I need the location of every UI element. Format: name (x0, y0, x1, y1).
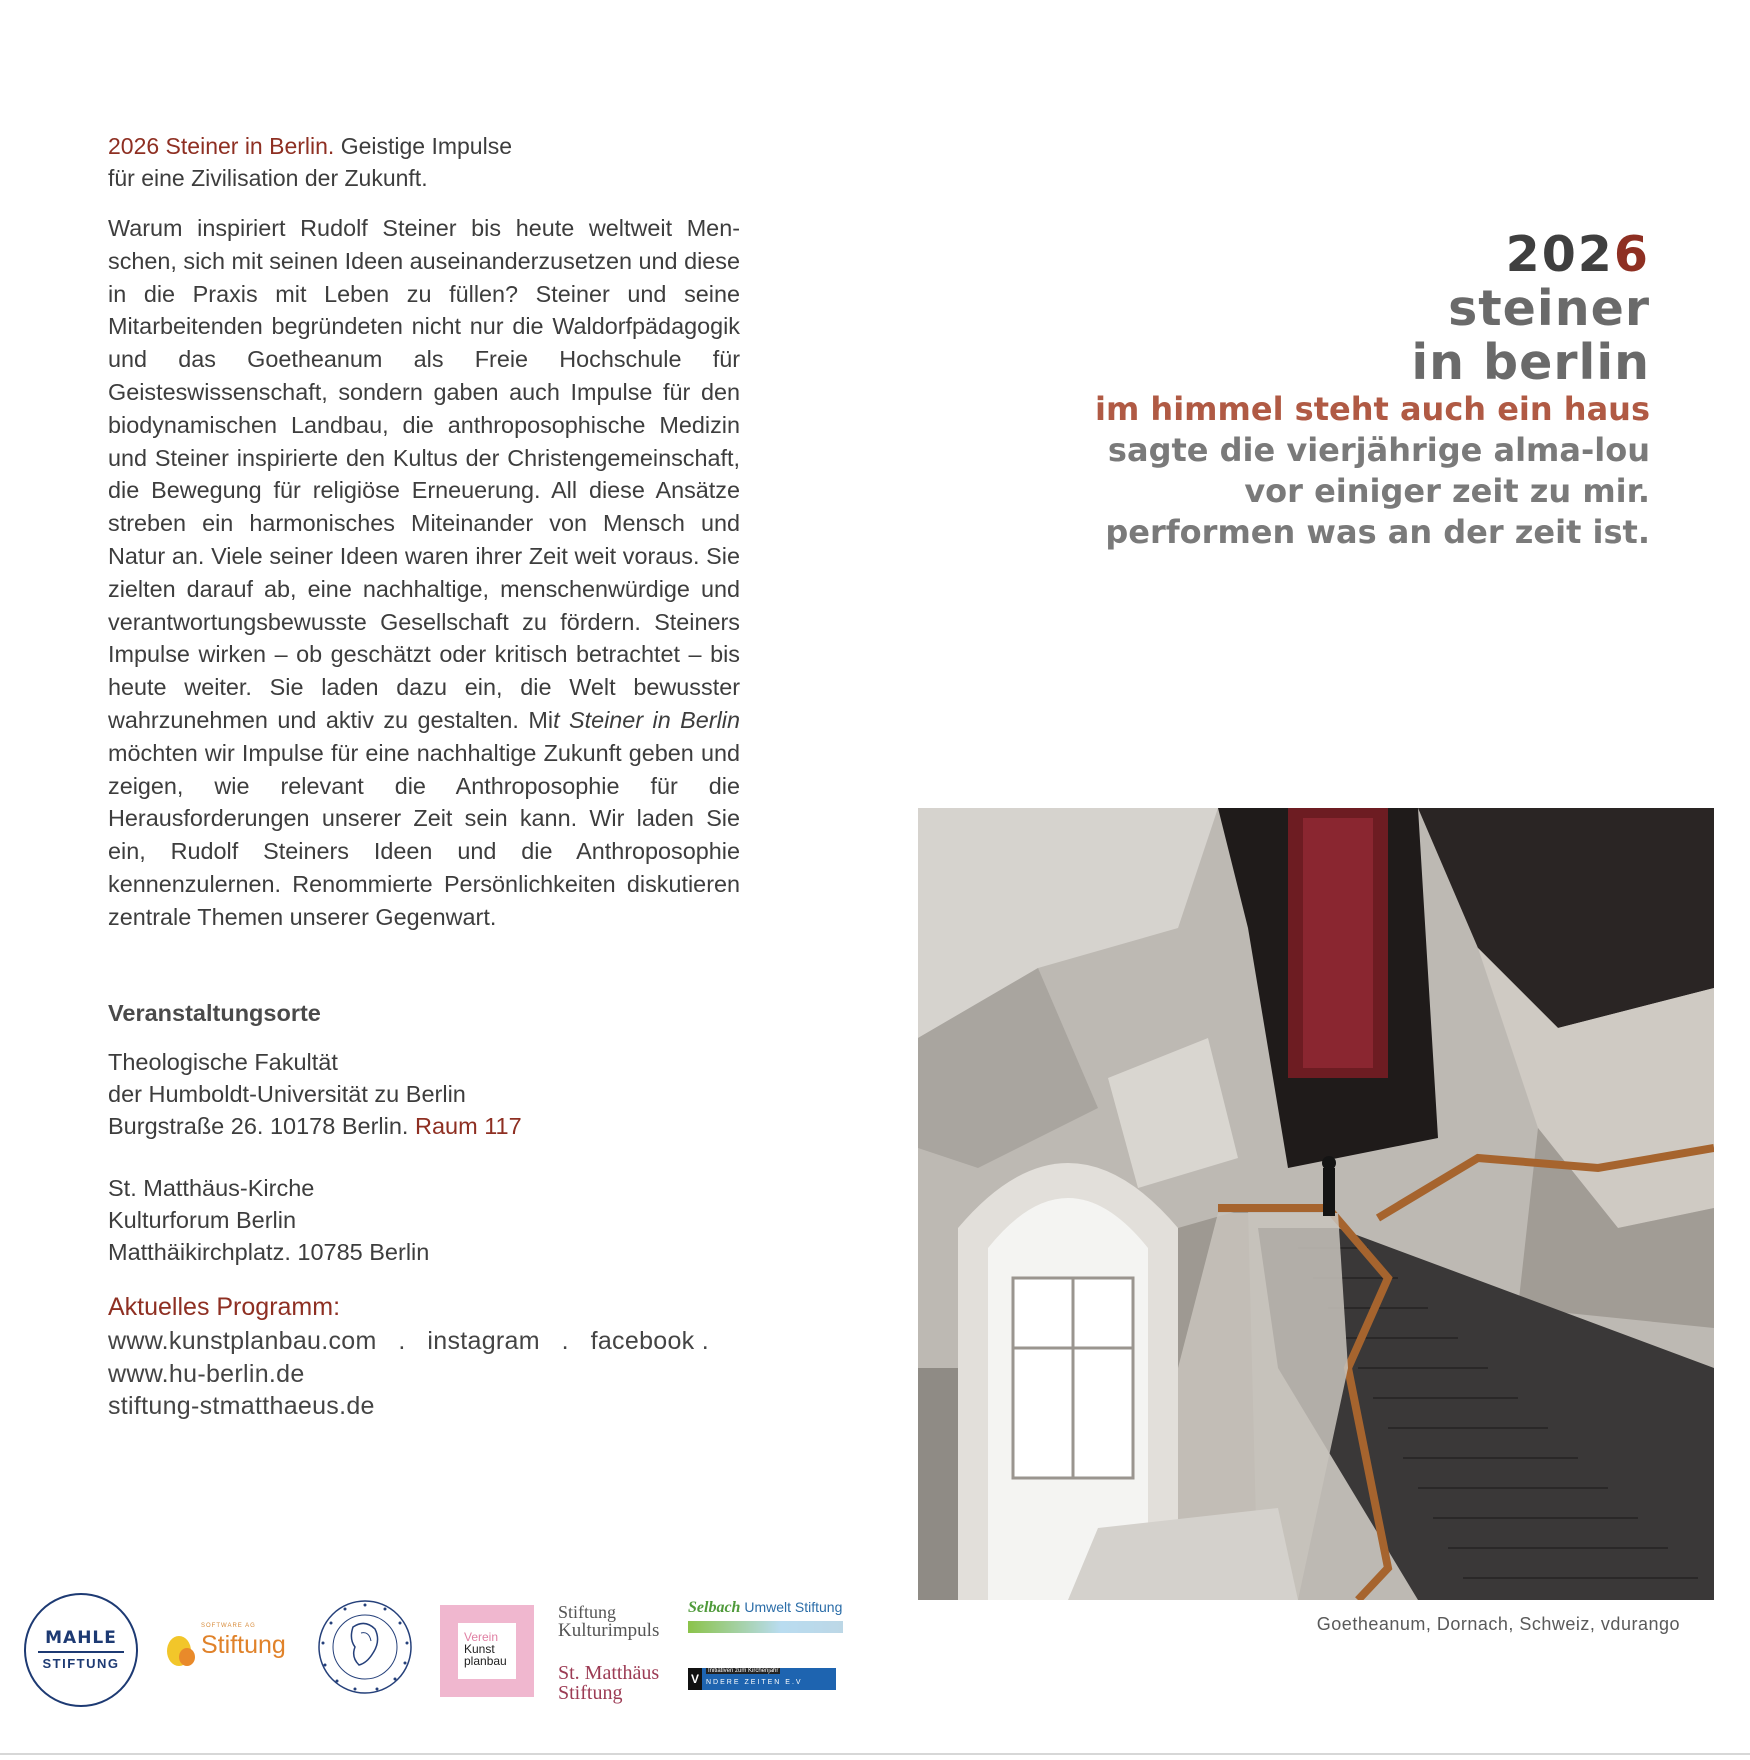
selbach-logo-rest: Umwelt Stiftung (740, 1599, 843, 1615)
body-paragraph (108, 212, 740, 934)
link-instagram[interactable]: instagram (427, 1327, 540, 1355)
title-year (1411, 228, 1650, 282)
selbach-logo-name: Selbach (688, 1599, 741, 1616)
link-kunstplanbau[interactable]: www.kunstplanbau.com (108, 1327, 377, 1355)
venue-theology (108, 1046, 522, 1142)
venue-room: Raum 117 (414, 1113, 522, 1139)
mahle-logo-bottom: STIFTUNG (42, 1656, 120, 1671)
body-text (108, 212, 740, 934)
kunstplanbau-logo-text (458, 1623, 516, 1679)
title-year-main: 202 (1505, 226, 1614, 283)
link-stmatthaeus[interactable]: stiftung-stmatthaeus.de (108, 1392, 375, 1420)
program-heading: Aktuelles Programm: (108, 1293, 341, 1321)
venue-theology-line2: der Humboldt-Universität zu Berlin (108, 1081, 466, 1107)
subtitle-accent: im himmel steht auch ein haus (1094, 390, 1650, 428)
subtitle-block (1095, 388, 1650, 553)
kp-line2: Kunst (464, 1642, 495, 1656)
intro (108, 130, 668, 194)
selbach-umwelt-stiftung-logo (688, 1599, 843, 1633)
humboldt-seal-icon (315, 1597, 415, 1697)
body-italic: t Steiner in Berlin (553, 706, 740, 733)
link-separator: . (398, 1327, 406, 1355)
az-logo-top: Initiativen zum Kirchenjahr (708, 1668, 779, 1674)
sm-line2: Stiftung (558, 1682, 623, 1704)
mahle-logo-top: MAHLE (45, 1628, 117, 1648)
intro-title: 2026 Steiner in Berlin. (108, 133, 335, 159)
link-hu-berlin[interactable]: www.hu-berlin.de (108, 1359, 305, 1388)
title-year-last: 6 (1613, 226, 1650, 283)
az-logo-bottom: NDERE ZEITEN E.V (706, 1679, 803, 1686)
title-steiner: steiner (1448, 280, 1650, 337)
bean-icon (165, 1633, 199, 1669)
title-in-berlin: in berlin (1411, 334, 1650, 391)
az-logo-v: V (688, 1668, 702, 1690)
body-part2: möchten wir Impulse für eine nachhaltige Zukunft geben und zeigen, wie relevant die Anthroposophie für die Herausforderungen unserer Zeit sein kann. Wir laden Sie ein, Rudolf Steiners Ideen und die Anthroposophie kennenzulernen. Renommierte Persönlichkeiten diskutieren zentrale Themen unserer Gegenwart. (108, 739, 740, 930)
sag-logo-big: Stiftung (201, 1631, 286, 1659)
intro-line2: für eine Zivilisation der Zukunft. (108, 165, 428, 191)
kp-line1: Verein (464, 1630, 499, 1644)
sm-line1: St. Matthäus (558, 1662, 660, 1684)
mahle-logo-divider (38, 1651, 124, 1653)
venues-heading: Veranstaltungsorte (108, 1000, 321, 1026)
photo-caption: Goetheanum, Dornach, Schweiz, vdurango (1316, 1614, 1680, 1634)
kp-line3: planbau (464, 1654, 507, 1668)
stiftung-kulturimpuls-logo (558, 1603, 659, 1641)
venue-theology-line3: Burgstraße 26. 10178 Berlin. (108, 1113, 409, 1139)
sponsor-logos (0, 1585, 1750, 1715)
mahle-stiftung-logo (24, 1593, 138, 1707)
title-block (1411, 228, 1650, 390)
goetheanum-photo (918, 808, 1714, 1600)
subtitle-line1: sagte die vierjährige alma-lou (1107, 431, 1650, 469)
link-facebook[interactable]: facebook (590, 1327, 695, 1355)
venue-church-line2: Kulturforum Berlin (108, 1207, 297, 1233)
venue-theology-line1: Theologische Fakultät (108, 1049, 338, 1075)
sag-logo-small: SOFTWARE AG (201, 1623, 256, 1629)
venue-church-line3: Matthäikirchplatz. 10785 Berlin (108, 1239, 430, 1265)
link-separator: . (561, 1327, 569, 1355)
venue-church-line1: St. Matthäus-Kirche (108, 1175, 315, 1201)
st-matthaeus-stiftung-logo (558, 1663, 659, 1703)
photo-illustration (918, 808, 1714, 1600)
page-bottom-divider (0, 1753, 1750, 1755)
humboldt-university-logo (315, 1597, 415, 1697)
andere-zeiten-logo (688, 1668, 836, 1690)
subtitle-line3: performen was an der zeit ist. (1105, 513, 1650, 551)
venue-church (108, 1172, 429, 1268)
ki-line2: Kulturimpuls (558, 1620, 660, 1641)
subtitle-line2: vor einiger zeit zu mir. (1244, 472, 1650, 510)
intro-title-rest: Geistige Impulse (334, 133, 513, 159)
verein-kunstplanbau-logo (440, 1605, 534, 1697)
body-part1: Warum inspiriert Rudolf Steiner bis heute weltweit Menschen, sich mit seinen Ideen auseinanderzusetzen und diese in die Praxis mit Leben zu füllen? Steiner und seine Mitarbeitenden begründeten nicht nur die Waldorfpädagogik und das Goetheanum als Freie Hochschule für Geisteswissenschaft, sondern gaben auch Impulse für den biodynamischen Landbau, die anthroposophische Medizin und Steiner inspirierte den Kultus der Christengemeinschaft, die Bewegung für religiöse Erneuerung. All diese Ansätze streben ein harmonisches Miteinander von Mensch und Natur an. Viele seiner Ideen waren ihrer Zeit weit voraus. Sie zielten darauf ab, eine nachhaltige, menschenwürdige und verantwortungsbewusste Gesellschaft zu fördern. Steiners Impulse wirken – ob geschätzt oder kritisch betrachtet – bis heute weiter. Sie laden dazu ein, die Welt bewusster wahrzunehmen und aktiv zu gestalten. Mi (108, 215, 740, 733)
ki-line1: Stiftung (558, 1602, 617, 1622)
link-separator: . (701, 1327, 709, 1355)
selbach-logo-bar (688, 1621, 843, 1633)
program-links (108, 1325, 709, 1423)
